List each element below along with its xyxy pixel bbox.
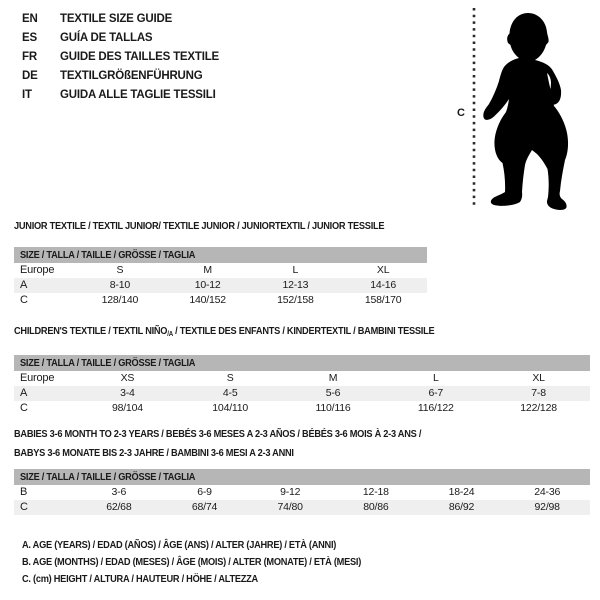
size-cell: 68/74 (191, 501, 218, 513)
size-cell: 74/80 (277, 501, 303, 513)
size-cell: 14-16 (370, 279, 397, 291)
table-row (14, 371, 590, 386)
table-row (14, 500, 590, 515)
language-code: EN (22, 13, 38, 25)
size-cell: 8-10 (109, 279, 130, 291)
size-cell: 98/104 (111, 402, 143, 414)
size-cell: XS (120, 372, 135, 384)
size-cell: 152/158 (277, 294, 314, 306)
size-cell: M (328, 372, 338, 384)
row-label: A (20, 279, 28, 291)
language-label: GUIDE DES TAILLES TEXTILE (60, 51, 219, 63)
size-cell: 92/98 (534, 501, 560, 513)
size-cell: 140/152 (189, 294, 226, 306)
size-cell: 104/110 (212, 402, 249, 414)
row-label: C (20, 402, 28, 414)
size-cell: 122/128 (520, 402, 557, 414)
title-subscript: /A (167, 331, 173, 338)
row-label: B (20, 486, 28, 498)
table-row (14, 263, 427, 278)
size-cell: 6-9 (197, 486, 212, 498)
size-header-text: SIZE / TALLA / TAILLE / GRÖSSE / TAGLIA (20, 471, 196, 483)
language-code: FR (22, 51, 37, 63)
size-cell: 3-6 (111, 486, 127, 498)
size-cell: 3-4 (120, 387, 135, 399)
size-cell: S (116, 264, 124, 276)
size-cell: 5-6 (325, 387, 341, 399)
table-row (14, 293, 427, 308)
table-title-line2: BABYS 3-6 MONATE BIS 2-3 JAHRE / BAMBINI 3-6 MESI A 2-3 ANNI (14, 447, 294, 459)
size-cell: 86/92 (448, 501, 475, 513)
size-header-bar (14, 247, 427, 263)
row-label: A (20, 387, 28, 399)
size-cell: 62/68 (106, 501, 132, 513)
legend-item-es (22, 29, 219, 48)
size-table-children (14, 321, 590, 416)
footnotes (22, 537, 600, 588)
legend-item-de (22, 67, 219, 86)
height-label-c: C (457, 107, 465, 119)
size-cell: M (203, 264, 212, 276)
size-cell: 4-5 (222, 387, 238, 399)
language-label: GUÍA DE TALLAS (60, 32, 153, 44)
language-code: ES (22, 32, 37, 44)
size-header-text: SIZE / TALLA / TAILLE / GRÖSSE / TAGLIA (20, 357, 196, 369)
language-code: DE (22, 70, 38, 82)
legend-item-en (22, 10, 219, 29)
language-label: TEXTILE SIZE GUIDE (60, 13, 173, 25)
row-label: C (20, 294, 28, 306)
row-label: Europe (20, 264, 55, 276)
legend-item-it (22, 86, 219, 105)
table-row (14, 401, 590, 416)
language-label: TEXTILGRÖßENFÜHRUNG (60, 70, 203, 82)
table-title: JUNIOR TEXTILE / TEXTIL JUNIOR/ TEXTILE JUNIOR / JUNIORTEXTIL / JUNIOR TESSILE (14, 220, 385, 232)
table-row (14, 278, 427, 293)
size-cell: L (432, 372, 439, 384)
table-title: CHILDREN'S TEXTILE / TEXTIL NIÑO/A / TEXTILE DES ENFANTS / KINDERTEXTIL / BAMBINI TESSILE (14, 325, 435, 338)
footnote-a: A. AGE (YEARS) / EDAD (AÑOS) / ÂGE (ANS) / ALTER (JAHRE) / ETÀ (ANNI) (22, 539, 337, 551)
size-cell: 158/170 (364, 294, 402, 306)
size-header-text: SIZE / TALLA / TAILLE / GRÖSSE / TAGLIA (20, 249, 196, 261)
size-cell: 110/116 (315, 402, 351, 414)
size-cell: 80/86 (363, 501, 389, 513)
language-code: IT (22, 89, 32, 101)
table-row (14, 485, 590, 500)
size-cell: 6-7 (428, 387, 444, 399)
size-cell: 24-36 (534, 486, 561, 498)
baby-figure-path (483, 13, 568, 210)
row-label: Europe (20, 372, 55, 384)
table-row (14, 386, 590, 401)
footnote-c: C. (cm) HEIGHT / ALTURA / HAUTEUR / HÖHE / ALTEZZA (22, 573, 258, 585)
table-rows (14, 263, 427, 308)
size-cell: 10-12 (194, 279, 221, 291)
size-header-bar (14, 469, 590, 485)
language-legend (22, 10, 219, 105)
size-cell: 116/122 (417, 402, 454, 414)
row-label: C (20, 501, 28, 513)
size-cell: L (292, 264, 299, 276)
legend-item-fr (22, 48, 219, 67)
size-table-babies (14, 424, 590, 515)
size-table-junior (14, 216, 427, 308)
footnote-b: B. AGE (MONTHS) / EDAD (MESES) / ÂGE (MOIS) / ALTER (MONATE) / ETÀ (MESI) (22, 556, 362, 568)
size-header-bar (14, 355, 590, 371)
size-cell: XL (376, 264, 390, 276)
language-label: GUIDA ALLE TAGLIE TESSILI (60, 89, 216, 101)
size-cell: 18-24 (448, 486, 475, 498)
size-cell: S (226, 372, 234, 384)
size-cell: XL (532, 372, 545, 384)
size-cell: 128/140 (101, 294, 139, 306)
table-rows (14, 485, 590, 515)
size-cell: 7-8 (531, 387, 546, 399)
size-cell: 9-12 (280, 486, 301, 498)
baby-silhouette (455, 2, 600, 212)
table-rows (14, 371, 590, 416)
table-title-line1: BABIES 3-6 MONTH TO 2-3 YEARS / BEBÉS 3-6 MESES A 2-3 AÑOS / BÉBÉS 3-6 MOIS À 2-3 ANS / (14, 428, 422, 440)
size-cell: 12-13 (282, 279, 309, 291)
size-cell: 12-18 (362, 486, 389, 498)
